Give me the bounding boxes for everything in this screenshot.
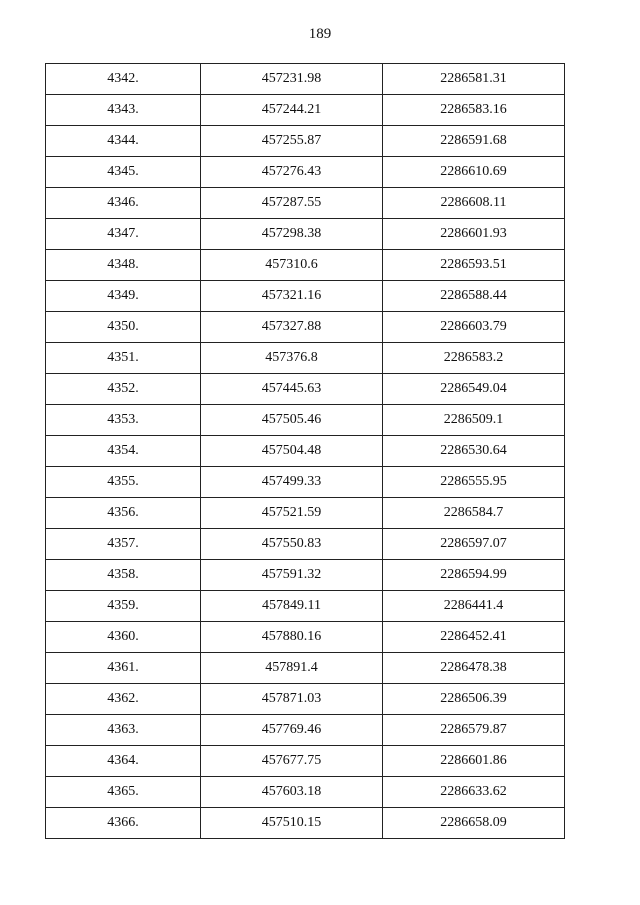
table-row [46,777,565,808]
x-coordinate-cell: 457504.48 [201,436,383,467]
point-number-cell: 4347. [46,219,201,250]
x-coordinate-cell: 457276.43 [201,157,383,188]
table-row [46,343,565,374]
y-coordinate-cell: 2286509.1 [383,405,565,436]
y-coordinate-cell: 2286583.16 [383,95,565,126]
table-row [46,374,565,405]
x-coordinate-cell: 457287.55 [201,188,383,219]
point-number-cell: 4349. [46,281,201,312]
y-coordinate-cell: 2286478.38 [383,653,565,684]
x-coordinate-cell: 457521.59 [201,498,383,529]
y-coordinate-cell: 2286633.62 [383,777,565,808]
point-number-cell: 4353. [46,405,201,436]
x-coordinate-cell: 457880.16 [201,622,383,653]
y-coordinate-cell: 2286594.99 [383,560,565,591]
x-coordinate-cell: 457891.4 [201,653,383,684]
y-coordinate-cell: 2286583.2 [383,343,565,374]
y-coordinate-cell: 2286601.93 [383,219,565,250]
y-coordinate-cell: 2286610.69 [383,157,565,188]
y-coordinate-cell: 2286658.09 [383,808,565,839]
point-number-cell: 4350. [46,312,201,343]
x-coordinate-cell: 457321.16 [201,281,383,312]
point-number-cell: 4358. [46,560,201,591]
table-row [46,591,565,622]
table-row [46,281,565,312]
page-number: 189 [308,26,332,42]
y-coordinate-cell: 2286603.79 [383,312,565,343]
point-number-cell: 4351. [46,343,201,374]
point-number-cell: 4360. [46,622,201,653]
point-number-cell: 4359. [46,591,201,622]
point-number-cell: 4365. [46,777,201,808]
x-coordinate-cell: 457231.98 [201,64,383,95]
point-number-cell: 4342. [46,64,201,95]
x-coordinate-cell: 457510.15 [201,808,383,839]
point-number-cell: 4346. [46,188,201,219]
y-coordinate-cell: 2286549.04 [383,374,565,405]
x-coordinate-cell: 457255.87 [201,126,383,157]
x-coordinate-cell: 457603.18 [201,777,383,808]
table-row [46,436,565,467]
point-number-cell: 4354. [46,436,201,467]
table-row [46,188,565,219]
table-body [46,64,565,839]
point-number-cell: 4344. [46,126,201,157]
coordinates-table [45,63,565,839]
table-row [46,746,565,777]
x-coordinate-cell: 457376.8 [201,343,383,374]
table-row [46,684,565,715]
x-coordinate-cell: 457499.33 [201,467,383,498]
y-coordinate-cell: 2286593.51 [383,250,565,281]
x-coordinate-cell: 457244.21 [201,95,383,126]
y-coordinate-cell: 2286530.64 [383,436,565,467]
table-row [46,405,565,436]
x-coordinate-cell: 457505.46 [201,405,383,436]
table-row [46,653,565,684]
x-coordinate-cell: 457677.75 [201,746,383,777]
table-row [46,95,565,126]
y-coordinate-cell: 2286581.31 [383,64,565,95]
x-coordinate-cell: 457310.6 [201,250,383,281]
point-number-cell: 4361. [46,653,201,684]
x-coordinate-cell: 457769.46 [201,715,383,746]
table-row [46,560,565,591]
y-coordinate-cell: 2286555.95 [383,467,565,498]
point-number-cell: 4348. [46,250,201,281]
x-coordinate-cell: 457327.88 [201,312,383,343]
table-row [46,219,565,250]
table-row [46,715,565,746]
y-coordinate-cell: 2286591.68 [383,126,565,157]
point-number-cell: 4364. [46,746,201,777]
table-row [46,622,565,653]
point-number-cell: 4357. [46,529,201,560]
y-coordinate-cell: 2286608.11 [383,188,565,219]
x-coordinate-cell: 457849.11 [201,591,383,622]
y-coordinate-cell: 2286601.86 [383,746,565,777]
y-coordinate-cell: 2286441.4 [383,591,565,622]
point-number-cell: 4366. [46,808,201,839]
y-coordinate-cell: 2286506.39 [383,684,565,715]
point-number-cell: 4343. [46,95,201,126]
point-number-cell: 4352. [46,374,201,405]
x-coordinate-cell: 457550.83 [201,529,383,560]
table-row [46,157,565,188]
table-row [46,498,565,529]
point-number-cell: 4345. [46,157,201,188]
table-row [46,312,565,343]
point-number-cell: 4362. [46,684,201,715]
table-row [46,529,565,560]
y-coordinate-cell: 2286584.7 [383,498,565,529]
x-coordinate-cell: 457591.32 [201,560,383,591]
y-coordinate-cell: 2286579.87 [383,715,565,746]
y-coordinate-cell: 2286452.41 [383,622,565,653]
table-row [46,64,565,95]
x-coordinate-cell: 457871.03 [201,684,383,715]
x-coordinate-cell: 457445.63 [201,374,383,405]
table-row [46,250,565,281]
y-coordinate-cell: 2286597.07 [383,529,565,560]
table-row [46,467,565,498]
point-number-cell: 4363. [46,715,201,746]
point-number-cell: 4355. [46,467,201,498]
y-coordinate-cell: 2286588.44 [383,281,565,312]
point-number-cell: 4356. [46,498,201,529]
table-row [46,126,565,157]
x-coordinate-cell: 457298.38 [201,219,383,250]
table-row [46,808,565,839]
